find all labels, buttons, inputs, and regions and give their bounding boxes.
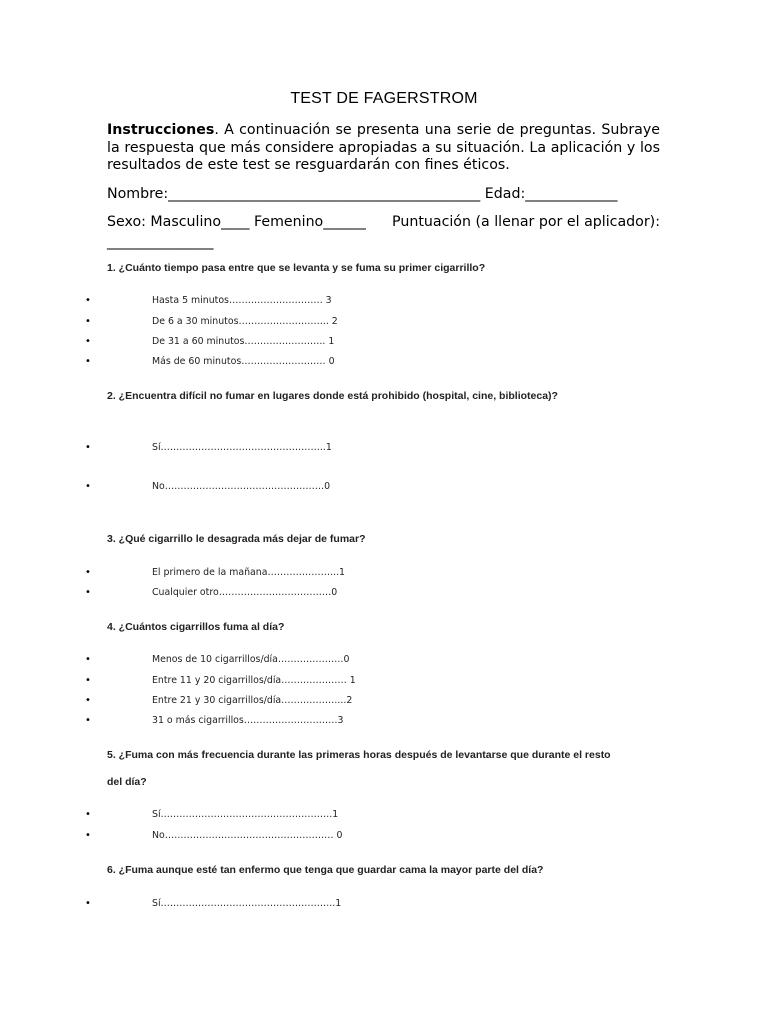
page-title: TEST DE FAGERSTROM bbox=[290, 90, 478, 107]
instructions-paragraph bbox=[107, 122, 660, 175]
option-item[interactable] bbox=[0, 586, 768, 600]
option-label: Menos de 10 cigarrillos/día…………………0 bbox=[152, 654, 350, 665]
bullet-icon: • bbox=[85, 356, 91, 367]
option-label: Entre 21 y 30 cigarrillos/día………………...2 bbox=[152, 695, 353, 706]
bullet-icon: • bbox=[85, 442, 91, 453]
option-label: De 31 a 60 minutos…………………….. 1 bbox=[152, 336, 335, 347]
option-label: No……………………………………………… 0 bbox=[152, 830, 343, 841]
option-label: Hasta 5 minutos………………………… 3 bbox=[152, 295, 332, 306]
question-1: 1. ¿Cuánto tiempo pasa entre que se levanta y se fuma su primer cigarrillo? bbox=[107, 262, 486, 274]
option-label: Sí……………………………………………….1 bbox=[152, 809, 339, 820]
bullet-icon: • bbox=[85, 809, 91, 820]
option-label: 31 o más cigarrillos…………………………3 bbox=[152, 715, 344, 726]
option-item[interactable] bbox=[0, 653, 768, 667]
option-label: Cualquier otro………………………………0 bbox=[152, 587, 338, 598]
sex-field[interactable]: Sexo: Masculino____ Femenino______ bbox=[107, 214, 366, 230]
instructions-lead: Instrucciones bbox=[107, 122, 215, 138]
bullet-icon: • bbox=[85, 898, 91, 909]
instructions-text: . A continuación se presenta una serie de preguntas. Subraye la respuesta que más considere apropiadas a su situación. La aplicación y los resultados de este test se resguardarán con fines éticos. bbox=[107, 122, 660, 173]
question-4: 4. ¿Cuántos cigarrillos fuma al día? bbox=[107, 621, 285, 633]
option-item[interactable] bbox=[0, 566, 768, 580]
question-5: 5. ¿Fuma con más frecuencia durante las primeras horas después de levantarse que durante el resto bbox=[107, 749, 611, 761]
bullet-icon: • bbox=[85, 316, 91, 327]
name-age-field[interactable]: Nombre:____________________________________________ Edad:_____________ bbox=[107, 186, 618, 202]
option-item[interactable] bbox=[0, 480, 768, 494]
option-item[interactable] bbox=[0, 294, 768, 308]
option-item[interactable] bbox=[0, 335, 768, 349]
option-label: No……………………………………………0 bbox=[152, 481, 331, 492]
option-label: De 6 a 30 minutos……………………….. 2 bbox=[152, 316, 338, 327]
bullet-icon: • bbox=[85, 481, 91, 492]
bullet-icon: • bbox=[85, 567, 91, 578]
option-item[interactable] bbox=[0, 714, 768, 728]
option-item[interactable] bbox=[0, 829, 768, 843]
question-2: 2. ¿Encuentra difícil no fumar en lugares donde está prohibido (hospital, cine, biblioteca)? bbox=[107, 390, 558, 402]
option-item[interactable] bbox=[0, 897, 768, 911]
question-3: 3. ¿Qué cigarrillo le desagrada más dejar de fumar? bbox=[107, 533, 366, 545]
option-label: El primero de la mañana…………………..1 bbox=[152, 567, 346, 578]
question-6: 6. ¿Fuma aunque esté tan enfermo que tenga que guardar cama la mayor parte del día? bbox=[107, 864, 544, 876]
option-label: Más de 60 minutos……………………… 0 bbox=[152, 356, 335, 367]
bullet-icon: • bbox=[85, 675, 91, 686]
bullet-icon: • bbox=[85, 295, 91, 306]
option-item[interactable] bbox=[0, 808, 768, 822]
bullet-icon: • bbox=[85, 587, 91, 598]
score-label: Puntuación (a llenar por el aplicador): bbox=[392, 214, 660, 230]
option-item[interactable] bbox=[0, 441, 768, 455]
bullet-icon: • bbox=[85, 695, 91, 706]
option-item[interactable] bbox=[0, 694, 768, 708]
option-item[interactable] bbox=[0, 355, 768, 369]
bullet-icon: • bbox=[85, 830, 91, 841]
bullet-icon: • bbox=[85, 715, 91, 726]
option-label: Entre 11 y 20 cigarrillos/día………………… 1 bbox=[152, 675, 356, 686]
option-item[interactable] bbox=[0, 674, 768, 688]
option-item[interactable] bbox=[0, 315, 768, 329]
score-blank[interactable]: _______________ bbox=[107, 234, 214, 250]
option-label: Sí……………………………………………..1 bbox=[152, 442, 332, 453]
bullet-icon: • bbox=[85, 654, 91, 665]
bullet-icon: • bbox=[85, 336, 91, 347]
question-5-continuation: del día? bbox=[107, 776, 147, 788]
option-label: Sí………………………………………………..1 bbox=[152, 898, 342, 909]
sex-score-field[interactable] bbox=[107, 214, 660, 230]
